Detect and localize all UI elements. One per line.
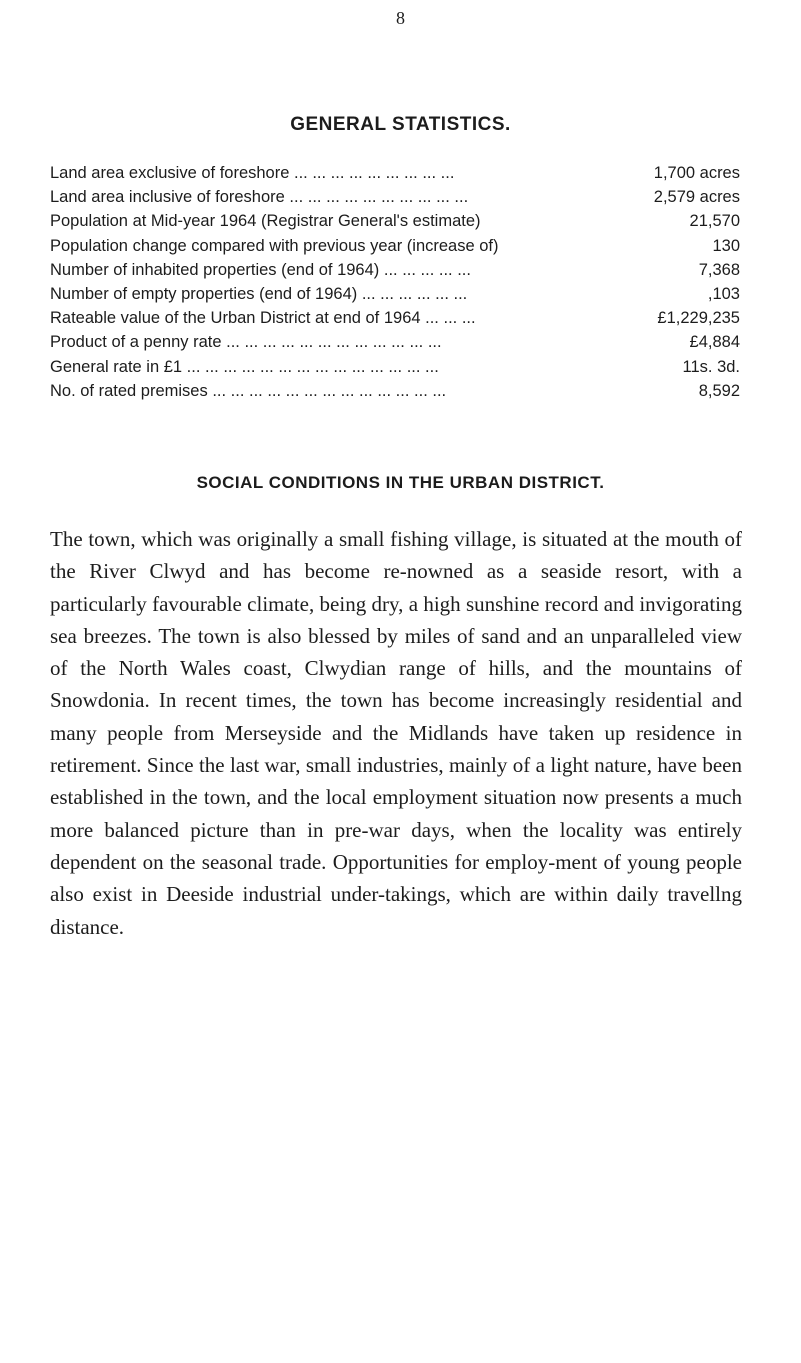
stat-label: Number of inhabited properties (end of 1964) ... ... ... ... ... bbox=[50, 260, 471, 279]
stat-value: 130 bbox=[712, 236, 740, 255]
stat-value: 21,570 bbox=[689, 212, 740, 231]
stat-row-general-rate bbox=[50, 358, 740, 382]
stat-label: Rateable value of the Urban District at end of 1964 ... ... ... bbox=[50, 309, 476, 328]
stat-row-rateable-value bbox=[50, 309, 740, 333]
stat-row-penny-rate bbox=[50, 333, 740, 357]
stat-value: 8,592 bbox=[698, 381, 740, 400]
stat-row-inhabited-properties bbox=[50, 261, 740, 285]
stat-value: 11s. 3d. bbox=[682, 357, 740, 376]
stat-value: £4,884 bbox=[689, 333, 740, 352]
stat-row-land-area-exclusive bbox=[50, 164, 740, 188]
stat-row-population-change bbox=[50, 237, 740, 261]
stat-label: Product of a penny rate ... ... ... ... ... ... ... ... ... ... ... ... bbox=[50, 333, 442, 352]
stat-label: No. of rated premises ... ... ... ... ... ... ... ... ... ... ... ... ... bbox=[50, 381, 447, 400]
stat-label: Number of empty properties (end of 1964) ... ... ... ... ... ... bbox=[50, 284, 468, 303]
general-statistics-table bbox=[50, 164, 740, 406]
stat-label: General rate in £1 ... ... ... ... ... ... ... ... ... ... ... ... ... ... bbox=[50, 357, 439, 376]
stat-label: Population at Mid-year 1964 (Registrar General's estimate) bbox=[50, 212, 481, 231]
stat-value: 2,579 acres bbox=[653, 188, 740, 207]
stat-row-rated-premises bbox=[50, 382, 740, 406]
stat-value: ,103 bbox=[707, 284, 740, 303]
stat-row-land-area-inclusive bbox=[50, 188, 740, 212]
general-statistics-heading: GENERAL STATISTICS. bbox=[290, 114, 511, 135]
stat-row-empty-properties bbox=[50, 285, 740, 309]
stat-value: £1,229,235 bbox=[657, 309, 740, 328]
stat-label: Population change compared with previous year (increase of) bbox=[50, 236, 499, 255]
page-number: 8 bbox=[396, 8, 405, 28]
social-conditions-paragraph: The town, which was originally a small fishing village, is situated at the mouth of the River Clwyd and has become re-nowned as a seaside resort, with a particularly favourable climate, being dry, a high sunshine record and invigorating sea breezes. The town is also blessed by miles of sand and an unparalleled view of the North Wales coast, Clwydian range of hills, and the mountains of Snowdonia. In recent times, the town has become increasingly residential and many people from Merseyside and the Midlands have taken up residence in retirement. Since the last war, small industries, mainly of a light nature, have been established in the town, and the local employment situation now presents a much more balanced picture than in pre-war days, when the locality was entirely dependent on the seasonal trade. Opportunities for employ-ment of young people also exist in Deeside industrial under-takings, which are within daily travellng distance. bbox=[50, 527, 742, 939]
stat-value: 1,700 acres bbox=[653, 164, 740, 182]
stat-label: Land area inclusive of foreshore ... ... ... ... ... ... ... ... ... ... bbox=[50, 188, 469, 207]
stat-value: 7,368 bbox=[698, 260, 740, 279]
stat-row-population bbox=[50, 212, 740, 236]
stat-label: Land area exclusive of foreshore ... ... ... ... ... ... ... ... ... bbox=[50, 164, 455, 182]
social-conditions-heading: SOCIAL CONDITIONS IN THE URBAN DISTRICT. bbox=[196, 473, 605, 492]
